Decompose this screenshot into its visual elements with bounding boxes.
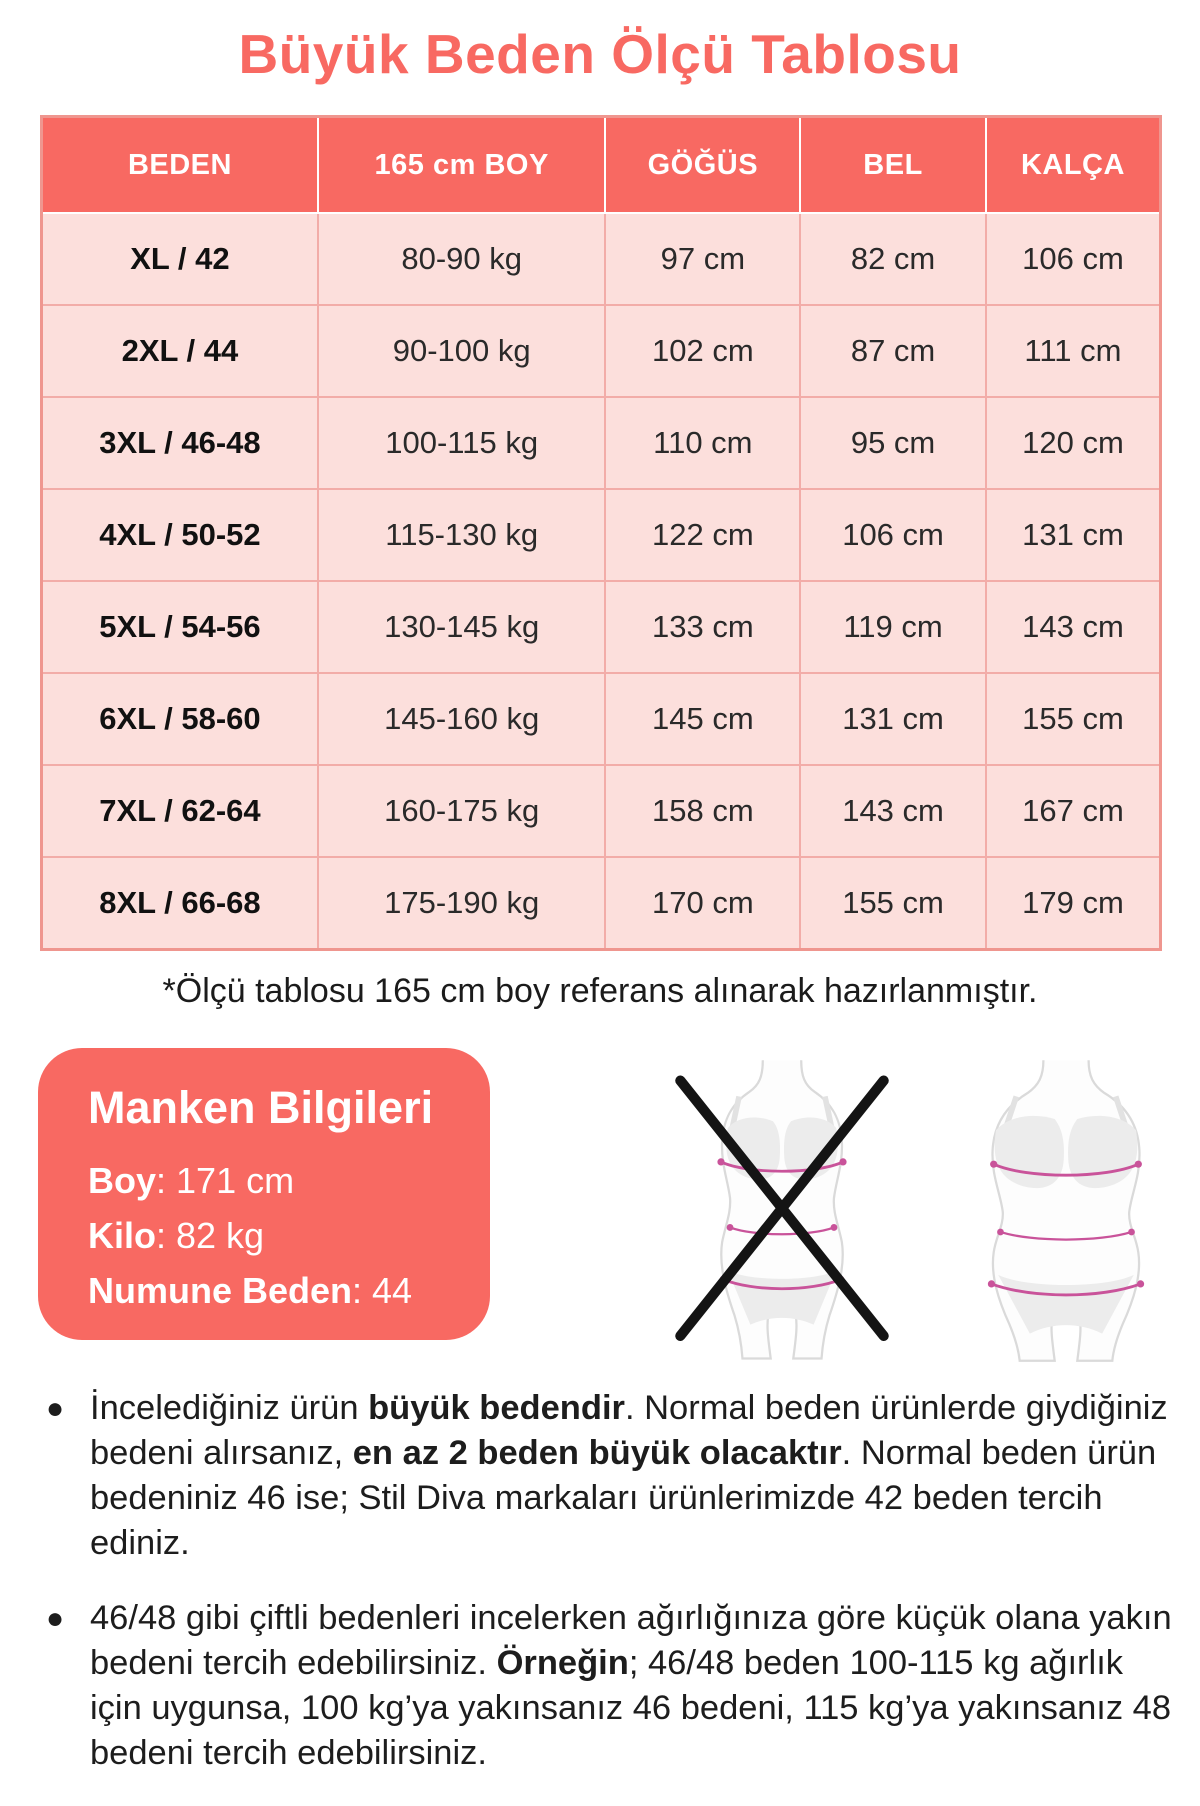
- model-height-line: [88, 1160, 470, 1202]
- table-cell: 175-190 kg: [318, 857, 606, 950]
- table-row: [42, 305, 1161, 397]
- table-cell: 131 cm: [986, 489, 1161, 581]
- notes-section: [42, 1386, 1172, 1806]
- table-cell: 158 cm: [605, 765, 800, 857]
- table-cell: 115-130 kg: [318, 489, 606, 581]
- note-item: [42, 1596, 1172, 1776]
- table-cell: 119 cm: [800, 581, 986, 673]
- table-cell: 5XL / 54-56: [42, 581, 318, 673]
- model-sample-size-label: Numune Beden: [88, 1270, 353, 1311]
- table-cell: 179 cm: [986, 857, 1161, 950]
- table-row: [42, 397, 1161, 489]
- table-cell: 167 cm: [986, 765, 1161, 857]
- table-cell: 95 cm: [800, 397, 986, 489]
- bullet-icon: ●: [46, 1602, 65, 1635]
- model-sample-size-value: : 44: [352, 1270, 413, 1311]
- table-cell: 8XL / 66-68: [42, 857, 318, 950]
- table-cell: 2XL / 44: [42, 305, 318, 397]
- table-cell: 4XL / 50-52: [42, 489, 318, 581]
- table-cell: 87 cm: [800, 305, 986, 397]
- table-cell: 106 cm: [986, 213, 1161, 305]
- table-cell: 120 cm: [986, 397, 1161, 489]
- header-boy: 165 cm BOY: [318, 117, 606, 214]
- crossed-out-slim-body-icon: [648, 1058, 916, 1363]
- table-cell: 155 cm: [800, 857, 986, 950]
- table-cell: 7XL / 62-64: [42, 765, 318, 857]
- header-gogus: GÖĞÜS: [605, 117, 800, 214]
- table-cell: 3XL / 46-48: [42, 397, 318, 489]
- table-cell: 106 cm: [800, 489, 986, 581]
- table-cell: 160-175 kg: [318, 765, 606, 857]
- table-cell: 143 cm: [800, 765, 986, 857]
- plus-size-body-icon: [938, 1058, 1194, 1363]
- table-cell: 102 cm: [605, 305, 800, 397]
- note-text: 46/48 gibi çiftli bedenleri incelerken ağırlığınıza göre küçük olana yakın bedeni tercih edebilirsiniz. Örneğin; 46/48 beden 100-115 kg ağırlık için uygunsa, 100 kg’ya yakınsanız 46 bedeni, 115 kg’ya yakınsanız 48 bedeni tercih edebilirsiniz.: [90, 1599, 1172, 1772]
- table-row: [42, 213, 1161, 305]
- table-cell: 111 cm: [986, 305, 1161, 397]
- table-cell: 6XL / 58-60: [42, 673, 318, 765]
- model-info-box: [38, 1048, 490, 1340]
- table-cell: 145-160 kg: [318, 673, 606, 765]
- header-beden: BEDEN: [42, 117, 318, 214]
- header-bel: BEL: [800, 117, 986, 214]
- table-cell: 155 cm: [986, 673, 1161, 765]
- table-cell: 122 cm: [605, 489, 800, 581]
- bullet-icon: ●: [46, 1392, 65, 1425]
- header-kalca: KALÇA: [986, 117, 1161, 214]
- table-row: [42, 581, 1161, 673]
- model-weight-label: Kilo: [88, 1215, 156, 1256]
- model-height-label: Boy: [88, 1160, 157, 1201]
- table-row: [42, 673, 1161, 765]
- table-cell: XL / 42: [42, 213, 318, 305]
- model-weight-value: : 82 kg: [156, 1215, 265, 1256]
- table-cell: 90-100 kg: [318, 305, 606, 397]
- table-row: [42, 489, 1161, 581]
- model-weight-line: [88, 1215, 470, 1257]
- table-row: [42, 765, 1161, 857]
- table-cell: 131 cm: [800, 673, 986, 765]
- table-cell: 133 cm: [605, 581, 800, 673]
- table-cell: 97 cm: [605, 213, 800, 305]
- note-text: İncelediğiniz ürün büyük bedendir. Normal beden ürünlerde giydiğiniz bedeni alırsanız, en az 2 beden büyük olacaktır. Normal beden ürün bedeniniz 46 ise; Stil Diva markaları ürünlerimizde 42 beden tercih ediniz.: [90, 1389, 1168, 1562]
- page-title: Büyük Beden Ölçü Tablosu: [238, 23, 962, 85]
- table-footnote: *Ölçü tablosu 165 cm boy referans alınarak hazırlanmıştır.: [162, 972, 1038, 1010]
- size-chart-table: [40, 115, 1162, 951]
- table-cell: 170 cm: [605, 857, 800, 950]
- model-sample-size-line: [88, 1270, 470, 1312]
- model-info-title: Manken Bilgileri: [88, 1082, 434, 1133]
- table-cell: 130-145 kg: [318, 581, 606, 673]
- note-item: [42, 1386, 1172, 1566]
- model-height-value: : 171 cm: [156, 1160, 295, 1201]
- table-header-row: [42, 117, 1161, 214]
- table-cell: 82 cm: [800, 213, 986, 305]
- table-row: [42, 857, 1161, 950]
- table-cell: 100-115 kg: [318, 397, 606, 489]
- table-cell: 80-90 kg: [318, 213, 606, 305]
- table-cell: 110 cm: [605, 397, 800, 489]
- table-cell: 145 cm: [605, 673, 800, 765]
- table-cell: 143 cm: [986, 581, 1161, 673]
